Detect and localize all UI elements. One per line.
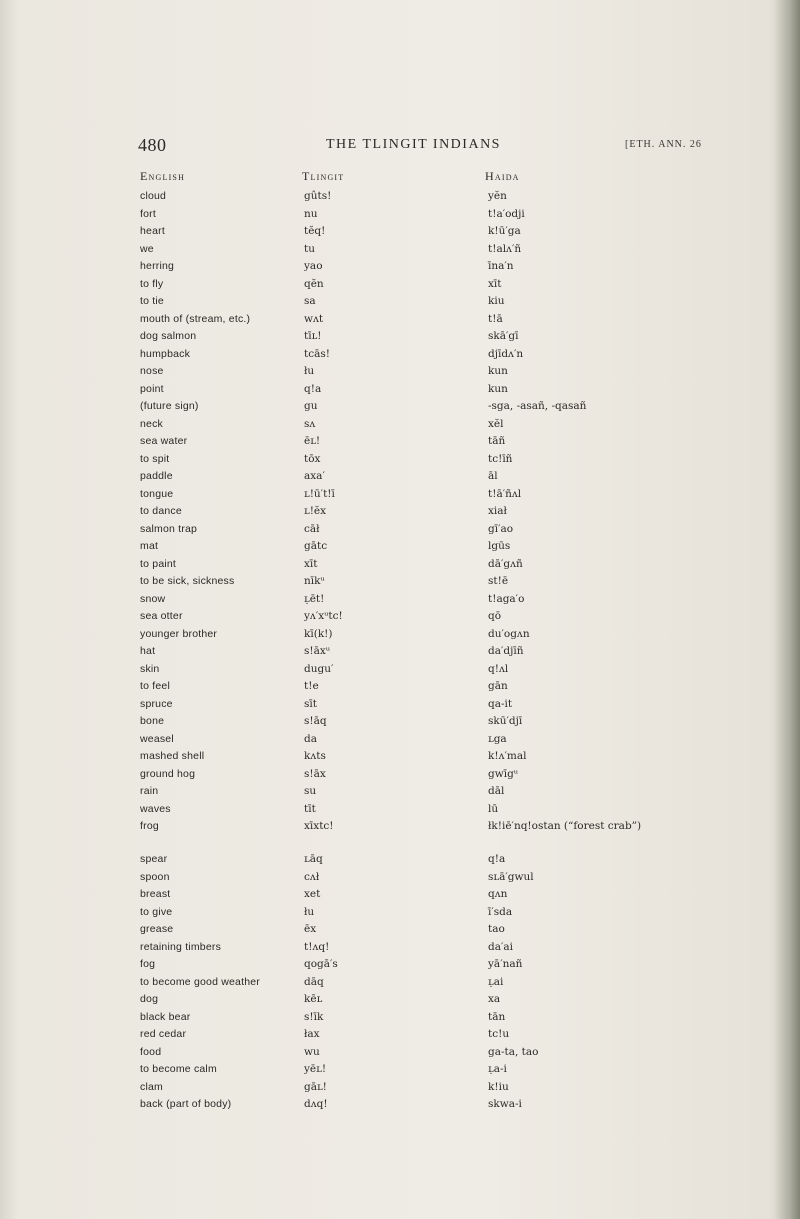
haida-word: tc!u	[488, 1028, 510, 1040]
tlingit-word: gāʟ!	[304, 1080, 327, 1093]
english-word: retaining timbers	[140, 940, 222, 953]
english-word: sea water	[140, 435, 188, 447]
page-header	[0, 135, 800, 159]
vocabulary-row	[0, 661, 800, 679]
tlingit-word: qĕn	[304, 277, 324, 290]
haida-word: kun	[488, 365, 508, 377]
vocabulary-row	[0, 1026, 800, 1044]
vocabulary-row	[0, 451, 800, 469]
english-word: snow	[140, 592, 166, 605]
tlingit-word: ʟ!ū′t!ī	[304, 487, 335, 500]
english-word: to paint	[140, 557, 177, 570]
english-word: dog salmon	[140, 330, 197, 342]
haida-word: īna′n	[488, 260, 514, 272]
haida-word: skwa-i	[488, 1098, 522, 1110]
tlingit-word: tu	[304, 242, 315, 255]
haida-word: lgūs	[488, 540, 511, 552]
haida-word: qʌn	[488, 888, 508, 900]
english-word: bone	[140, 715, 165, 727]
haida-word: skū′djī	[488, 715, 523, 727]
vocabulary-row	[0, 748, 800, 766]
haida-word: ī′sda	[488, 905, 513, 918]
vocabulary-row	[0, 398, 800, 416]
vocabulary-row	[0, 591, 800, 609]
haida-word: k!iu	[488, 1080, 509, 1093]
haida-word: āl	[488, 470, 498, 482]
english-word: tongue	[140, 487, 174, 500]
vocabulary-row	[0, 643, 800, 661]
tlingit-word: xīt	[304, 557, 318, 570]
english-word: humpback	[140, 347, 191, 360]
haida-word: du′ogʌn	[488, 627, 530, 640]
english-word: mouth of (stream, etc.)	[140, 312, 251, 325]
haida-word: ga-ta, tao	[488, 1045, 539, 1058]
tlingit-word: tĕq!	[304, 225, 326, 237]
english-word: weasel	[140, 732, 174, 745]
english-word: red cedar	[140, 1028, 187, 1040]
tlingit-word: ʟāq	[304, 853, 323, 865]
english-word: to dance	[140, 505, 182, 517]
vocabulary-row	[0, 276, 800, 294]
haida-word: skā′gī	[488, 330, 519, 342]
haida-word: gī′ao	[488, 522, 514, 535]
vocabulary-row	[0, 678, 800, 696]
english-word: fort	[140, 207, 156, 220]
english-word: sea otter	[140, 610, 183, 622]
vocabulary-row	[0, 1061, 800, 1079]
vocabulary-row	[0, 713, 800, 731]
haida-word: t!a′odji	[488, 207, 525, 220]
vocabulary-row	[0, 521, 800, 539]
vocabulary-row	[0, 904, 800, 922]
vocabulary-row	[0, 258, 800, 276]
english-word: to give	[140, 905, 173, 918]
tlingit-word: qogā′s	[304, 958, 338, 970]
english-word: waves	[140, 802, 171, 815]
haida-word: yā′nañ	[488, 958, 523, 970]
haida-word: xīt	[488, 277, 502, 290]
tlingit-word: xīxtc!	[304, 820, 334, 832]
vocabulary-row	[0, 886, 800, 904]
haida-word: t!ā	[488, 312, 503, 325]
tlingit-word: kēʟ	[304, 993, 323, 1005]
tlingit-word: yēʟ!	[304, 1063, 327, 1075]
english-word: to become good weather	[140, 975, 260, 988]
haida-word: qa-it	[488, 697, 513, 710]
haida-word: da′ai	[488, 940, 513, 953]
english-word: skin	[140, 662, 160, 675]
tlingit-word: sʌ	[304, 417, 316, 430]
vocabulary-row	[0, 1079, 800, 1097]
english-word: clam	[140, 1080, 163, 1093]
vocabulary-row	[0, 956, 800, 974]
tlingit-word: dugu′	[304, 662, 334, 675]
english-word: spear	[140, 853, 168, 865]
tlingit-word: wʌt	[304, 312, 324, 325]
vocabulary-row	[0, 241, 800, 259]
english-word: food	[140, 1045, 162, 1058]
tlingit-word: yao	[304, 260, 323, 272]
tlingit-word: dʌq!	[304, 1098, 328, 1110]
tlingit-word: tcās!	[304, 347, 330, 360]
tlingit-word: sa	[304, 295, 316, 307]
tlingit-word: wu	[304, 1045, 320, 1058]
vocabulary-row	[0, 363, 800, 381]
vocabulary-row	[0, 626, 800, 644]
tlingit-word: gûts!	[304, 190, 332, 202]
page-number: 480	[138, 135, 167, 155]
english-word: dog	[140, 993, 159, 1005]
tlingit-word: gātc	[304, 540, 328, 552]
haida-word: xiał	[488, 505, 507, 517]
tlingit-word: łu	[304, 905, 315, 918]
tlingit-word: da	[304, 732, 317, 745]
haida-word: lū	[488, 802, 499, 815]
haida-word: dā′gʌñ	[488, 557, 523, 570]
haida-word: tc!īñ	[488, 452, 513, 465]
tlingit-word: s!āxᵘ	[304, 645, 330, 657]
vocabulary-row	[0, 991, 800, 1009]
vocabulary-row	[0, 573, 800, 591]
vocabulary-row	[0, 731, 800, 749]
tlingit-word: t!ʌq!	[304, 940, 330, 953]
haida-word: k!ū′ga	[488, 225, 521, 237]
haida-word: t!ā′ñʌl	[488, 487, 522, 500]
english-word: point	[140, 382, 164, 395]
vocabulary-table	[0, 188, 800, 1114]
english-word: to tie	[140, 295, 164, 307]
english-word: fog	[140, 958, 156, 970]
haida-word: gwīgᵘ	[488, 767, 518, 780]
english-word: younger brother	[140, 627, 218, 640]
vocabulary-row	[0, 486, 800, 504]
vocabulary-row	[0, 188, 800, 206]
tlingit-word: cʌł	[304, 870, 320, 883]
haida-word: łk!iē′nq!ostan (“forest crab”)	[488, 820, 642, 832]
english-word: (future sign)	[140, 400, 199, 412]
vocabulary-row	[0, 381, 800, 399]
vocabulary-row	[0, 538, 800, 556]
tlingit-word: ʟ̣ēt!	[304, 592, 325, 605]
vocabulary-row	[0, 1096, 800, 1114]
column-header-tlingit: Tlingit	[302, 169, 345, 183]
tlingit-word: tōx	[304, 452, 321, 465]
tlingit-word: axa′	[304, 470, 325, 482]
vocabulary-row	[0, 416, 800, 434]
english-word: hat	[140, 645, 156, 657]
tlingit-word: xet	[304, 888, 321, 900]
english-word: heart	[140, 225, 165, 237]
haida-word: tāñ	[488, 435, 506, 447]
vocabulary-row	[0, 869, 800, 887]
vocabulary-row	[0, 921, 800, 939]
vocabulary-row	[0, 608, 800, 626]
english-word: to be sick, sickness	[140, 575, 235, 587]
haida-word: qō	[488, 610, 502, 622]
english-word: grease	[140, 923, 174, 935]
tlingit-word: kī(k!)	[304, 627, 333, 640]
haida-word: xa	[488, 993, 501, 1005]
tlingit-word: łax	[304, 1028, 320, 1040]
english-word: to become calm	[140, 1063, 217, 1075]
vocabulary-row	[0, 206, 800, 224]
haida-word: djīdʌ′n	[488, 347, 524, 360]
english-word: frog	[140, 820, 159, 832]
haida-word: ʟ̣a-i	[488, 1063, 507, 1075]
haida-word: k!ʌ′mal	[488, 750, 527, 762]
tlingit-word: łu	[304, 365, 315, 377]
vocabulary-row	[0, 223, 800, 241]
tlingit-word: sīt	[304, 697, 317, 710]
haida-word: ʟga	[488, 732, 507, 745]
haida-word: q!a	[488, 853, 506, 865]
vocabulary-row	[0, 311, 800, 329]
english-word: to feel	[140, 680, 171, 692]
haida-word: -sga, -asañ, -qasañ	[488, 400, 587, 412]
vocabulary-row	[0, 293, 800, 311]
vocabulary-row	[0, 1009, 800, 1027]
haida-word: t!aga′o	[488, 592, 525, 605]
tlingit-word: q!a	[304, 382, 322, 395]
tlingit-word: kʌts	[304, 750, 326, 762]
haida-word: sʟā′gwul	[488, 870, 534, 883]
english-word: mashed shell	[140, 750, 205, 762]
vocabulary-row	[0, 801, 800, 819]
haida-word: q!ʌl	[488, 662, 509, 675]
tlingit-word: su	[304, 785, 317, 797]
vocabulary-row	[0, 1044, 800, 1062]
vocabulary-row	[0, 328, 800, 346]
haida-word: tao	[488, 923, 505, 935]
haida-word: ʟ̣ai	[488, 975, 504, 988]
vocabulary-row	[0, 851, 800, 869]
column-header-english: English	[140, 169, 186, 183]
haida-word: xĕl	[488, 417, 504, 430]
haida-word: t!alʌ′ñ	[488, 242, 522, 255]
english-word: ground hog	[140, 767, 196, 780]
english-word: neck	[140, 417, 163, 430]
english-word: spoon	[140, 870, 170, 883]
tlingit-word: dāq	[304, 975, 324, 988]
vocabulary-row	[0, 783, 800, 801]
tlingit-word: s!īk	[304, 1010, 324, 1023]
haida-word: kiu	[488, 295, 505, 307]
vocabulary-row	[0, 503, 800, 521]
tlingit-word: yʌ′xᵘtc!	[304, 610, 343, 622]
tlingit-word: ʟ!ĕx	[304, 505, 327, 517]
english-word: breast	[140, 888, 171, 900]
tlingit-word: ēx	[304, 923, 317, 935]
haida-word: kun	[488, 382, 508, 395]
tlingit-word: tīʟ!	[304, 330, 322, 342]
annual-report-reference: [ETH. ANN. 26	[625, 139, 702, 150]
haida-word: st!ē	[488, 575, 509, 587]
tlingit-word: t!e	[304, 680, 319, 692]
haida-word: da′djīñ	[488, 645, 524, 657]
english-word: to fly	[140, 277, 164, 290]
english-word: mat	[140, 540, 159, 552]
tlingit-word: cāł	[304, 522, 320, 535]
vocabulary-row	[0, 346, 800, 364]
vocabulary-row	[0, 939, 800, 957]
tlingit-word: nu	[304, 207, 318, 220]
tlingit-word: tīt	[304, 802, 316, 815]
vocabulary-row	[0, 696, 800, 714]
vocabulary-row	[0, 974, 800, 992]
english-word: nose	[140, 365, 164, 377]
tlingit-word: gu	[304, 400, 318, 412]
vocabulary-row	[0, 433, 800, 451]
vocabulary-row	[0, 818, 800, 851]
tlingit-word: ēʟ!	[304, 435, 321, 447]
vocabulary-row	[0, 766, 800, 784]
english-word: we	[140, 242, 154, 255]
haida-word: tān	[488, 1010, 506, 1023]
tlingit-word: nīkᵘ	[304, 575, 325, 587]
english-word: herring	[140, 260, 175, 272]
tlingit-word: s!āx	[304, 767, 326, 780]
vocabulary-row	[0, 556, 800, 574]
haida-word: dāl	[488, 785, 505, 797]
english-word: paddle	[140, 470, 173, 482]
english-word: rain	[140, 785, 159, 797]
running-title: THE TLINGIT INDIANS	[326, 137, 501, 152]
english-word: cloud	[140, 190, 167, 202]
haida-word: yĕn	[488, 190, 507, 202]
english-word: back (part of body)	[140, 1098, 232, 1110]
column-header-haida: Haida	[485, 169, 520, 183]
tlingit-word: s!āq	[304, 715, 327, 727]
english-word: spruce	[140, 697, 173, 710]
haida-word: gān	[488, 680, 508, 692]
english-word: salmon trap	[140, 522, 198, 535]
english-word: black bear	[140, 1010, 191, 1023]
english-word: to spit	[140, 452, 170, 465]
vocabulary-row	[0, 468, 800, 486]
